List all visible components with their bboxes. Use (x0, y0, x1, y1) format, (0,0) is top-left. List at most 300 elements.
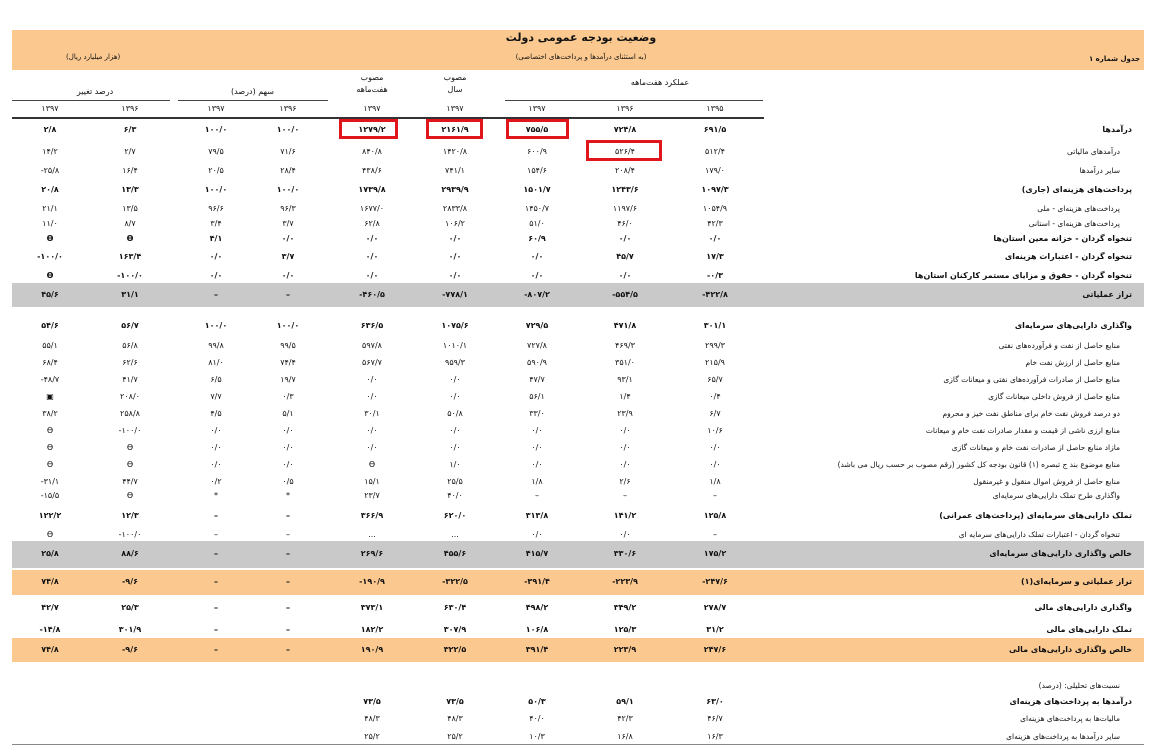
table-cell: -۱۴/۸ (39, 625, 61, 634)
highlight-box (506, 119, 569, 139)
group-share-rule (178, 100, 328, 101)
table-cell: ۷۴/۸ (41, 577, 59, 586)
table-cell: ۲۰۸/۰ (120, 392, 140, 401)
table-cell: -۹/۶ (121, 645, 138, 654)
table-cell: ۴/۵ (210, 409, 222, 418)
table-cell: ۳۳۰/۶ (613, 549, 637, 558)
table-cell: ۱۵۴/۶ (527, 166, 547, 175)
table-row (12, 147, 1144, 162)
table-cell: ۷۲۹/۵ (525, 321, 549, 330)
table-cell: ۰/۰ (366, 392, 378, 401)
table-cell: -۴۸/۷ (40, 375, 60, 384)
row-label: منابع حاصل از فروش داخلی میعانات گازی (988, 392, 1120, 401)
table-row (12, 283, 1144, 307)
table-cell: ۲۹۳۹/۹ (441, 185, 469, 194)
table-cell: ۶۳۰/۴ (443, 603, 467, 612)
table-cell: ۱۰/۶ (707, 426, 723, 435)
year-col-4: ۱۳۹۷ (446, 104, 464, 113)
table-cell: -۲۲۳/۹ (612, 577, 638, 586)
table-cell: ۷۵۵/۵ (525, 125, 549, 134)
table-cell: ۳۵۱/۰ (615, 358, 635, 367)
group-approved-year-text: مصوب سال (443, 73, 467, 94)
table-cell: ۴۱/۷ (122, 375, 138, 384)
table-cell: ۲۸۳۳/۸ (442, 204, 468, 213)
row-label: سایر درآمدها به پرداخت‌های هزینه‌ای (1006, 732, 1120, 741)
table-cell: -۱۰۰/۰ (118, 426, 142, 435)
table-cell: ۰/۴ (709, 392, 721, 401)
table-row (12, 185, 1144, 200)
table-cell: -۲۵/۸ (40, 166, 60, 175)
table-cell: ۶۲/۶ (122, 358, 138, 367)
table-cell: ۱۲۲/۲ (38, 511, 62, 520)
table-row (12, 219, 1144, 234)
row-label: مازاد منابع حاصل از صادرات نفت خام و میعانات گازی (951, 443, 1120, 452)
table-cell: – (286, 577, 290, 586)
table-cell: ۱۴۱/۲ (613, 511, 637, 520)
table-cell: ۰/۰ (708, 234, 722, 243)
table-cell: ۱۶/۴ (122, 166, 138, 175)
table-cell: ۰/۳ (282, 392, 294, 401)
table-cell: ۵۴/۶ (41, 321, 59, 330)
table-cell: ۳۰۱/۹ (118, 625, 142, 634)
page-title: وضعیت بودجه عمومی دولت (505, 31, 657, 44)
table-cell: -۴۶۰/۵ (359, 290, 385, 299)
table-cell: ۳۱/۱ (121, 290, 139, 299)
table-cell: ۳۱/۲ (706, 625, 724, 634)
table-cell: ۴۵۵/۶ (443, 549, 467, 558)
table-cell: ۶۰/۹ (528, 234, 546, 243)
table-cell: ۵۵/۱ (42, 341, 58, 350)
row-label: دو درصد فروش نفت خام برای مناطق نفت خیز و محروم (942, 409, 1120, 418)
table-cell: ۶۰۰/۹ (527, 147, 547, 156)
table-cell: ۱۹/۷ (280, 375, 296, 384)
table-cell: ۳۶۶/۹ (360, 511, 384, 520)
table-row (12, 125, 1144, 140)
table-cell: ۴۷۱/۸ (613, 321, 637, 330)
table-cell: ۱۰۹۷/۳ (701, 185, 729, 194)
table-cell: – (713, 530, 717, 539)
table-row (12, 460, 1144, 475)
table-cell: ۱۵۰۱/۷ (523, 185, 551, 194)
row-label: منابع حاصل از صادرات فرآورده‌های نفتی و میعانات گازی (943, 375, 1120, 384)
table-cell: ۵۶۷/۷ (362, 358, 382, 367)
table-cell: ۱۲۵/۳ (613, 625, 637, 634)
table-cell: ۸۱/۰ (208, 358, 224, 367)
row-label: منابع ارزی ناشی از قیمت و مقدار صادرات نفت خام و میعانات (925, 426, 1120, 435)
table-cell: ۰/۰ (210, 443, 222, 452)
table-cell: ϴ (126, 234, 134, 243)
table-cell: ۶۲۰/۰ (443, 511, 467, 520)
table-cell: ۳/۷ (281, 252, 295, 261)
table-cell: ۱۷۵/۲ (703, 549, 727, 558)
table-cell: – (214, 645, 218, 654)
year-col-3: ۱۳۹۷ (528, 104, 546, 113)
table-cell: -۲۴۷/۶ (702, 577, 728, 586)
table-cell: ۷۹/۵ (208, 147, 224, 156)
table-cell: ... (451, 530, 459, 539)
table-cell: ۹۵۹/۳ (445, 358, 465, 367)
row-label: درآمدها (1102, 125, 1132, 134)
table-cell: ۲۵/۲ (364, 732, 380, 741)
row-label: منابع حاصل از ارزش نفت خام (1025, 358, 1120, 367)
year-col-2: ۱۳۹۶ (616, 104, 634, 113)
table-cell: ۱۵/۱ (364, 477, 380, 486)
table-cell: ϴ (46, 460, 54, 469)
table-cell: ۰/۰ (531, 460, 543, 469)
group-approved-7m (342, 72, 402, 96)
table-cell: ۲۴۷/۶ (703, 645, 727, 654)
table-cell: -۴۲۲/۸ (702, 290, 728, 299)
table-cell: ۱۴/۲ (42, 147, 58, 156)
table-cell: ۱۱۹۷/۶ (612, 204, 638, 213)
row-label: منابع حاصل از نفت و فرآورده‌های نفتی (998, 341, 1120, 350)
table-cell: ۵۹۷/۸ (362, 341, 382, 350)
table-cell: ۱۲۴۳/۶ (611, 185, 639, 194)
table-cell: ۱۸۲/۲ (360, 625, 384, 634)
table-cell: ۱۶۳/۴ (118, 252, 142, 261)
table-cell: ۱۶/۸ (617, 732, 633, 741)
table-cell: ۲۶۹/۶ (360, 549, 384, 558)
table-cell: ۱/۰ (449, 460, 461, 469)
table-cell: ۵۶/۸ (122, 341, 138, 350)
table-cell: ϴ (46, 271, 54, 280)
table-cell: ۰/۰ (531, 443, 543, 452)
table-cell: ۴۴/۷ (122, 477, 138, 486)
table-cell: ۸۸/۶ (121, 549, 139, 558)
table-cell: ۱۰/۳ (529, 732, 545, 741)
table-cell: – (214, 290, 218, 299)
table-cell: ۰/۰ (448, 252, 462, 261)
table-cell: ۱/۴ (619, 392, 631, 401)
table-cell: ۱۰۰/۰ (204, 321, 228, 330)
row-label: نسبت‌های تحلیلی: (درصد) (1038, 681, 1120, 690)
table-cell: – (214, 577, 218, 586)
table-cell: ۰/۵ (282, 477, 294, 486)
table-cell: ۰/۰ (448, 234, 462, 243)
table-cell: ϴ (46, 443, 54, 452)
table-cell: ۴۳۸/۶ (362, 166, 382, 175)
table-cell: ۸۴۰/۸ (362, 147, 382, 156)
table-cell: ۲۱۵/۹ (705, 358, 725, 367)
table-row (12, 443, 1144, 458)
table-cell: ۵۶/۷ (121, 321, 139, 330)
table-cell: ۱/۸ (709, 477, 721, 486)
table-cell: ۱۲/۳ (121, 511, 139, 520)
table-cell: -۱۰۰/۰ (37, 252, 63, 261)
table-cell: -۰/۳ (706, 271, 723, 280)
table-row (12, 570, 1144, 595)
table-row (12, 697, 1144, 712)
table-row (12, 477, 1144, 492)
table-cell: ۲/۷ (124, 147, 136, 156)
table-cell: ۱۰۶/۲ (445, 219, 465, 228)
table-cell: -۳۹۱/۴ (524, 577, 550, 586)
table-cell: ۲۵/۲ (447, 732, 463, 741)
table-cell: ۰/۰ (618, 271, 632, 280)
table-cell: ۴۸/۳ (364, 714, 380, 723)
table-cell: ϴ (126, 491, 134, 500)
row-label: تنخواه گردان - خزانه معین استان‌ها (993, 234, 1132, 243)
table-row (12, 491, 1144, 506)
table-cell: ۰/۰ (619, 530, 631, 539)
table-cell: ۰/۰ (210, 460, 222, 469)
table-cell: ۸/۷ (124, 219, 136, 228)
table-cell: ۳۱۳/۸ (525, 511, 549, 520)
table-cell: ۳/۴ (210, 219, 222, 228)
row-label: مالیات‌ها به پرداخت‌های هزینه‌ای (1020, 714, 1120, 723)
unit-label: (هزار میلیارد ریال) (66, 53, 121, 61)
table-cell: ۰/۲ (210, 477, 222, 486)
table-cell: ۱۰۰/۰ (276, 321, 300, 330)
table-cell: – (214, 511, 218, 520)
table-cell: ۳/۷ (282, 219, 294, 228)
table-cell: ۰/۰ (281, 271, 295, 280)
table-cell: ۱۳/۵ (122, 204, 138, 213)
table-cell: ۲/۶ (619, 477, 631, 486)
table-cell: ۰/۰ (365, 252, 379, 261)
table-cell: ۷۲۴/۸ (613, 125, 637, 134)
table-cell: -۷۷۸/۱ (442, 290, 468, 299)
table-cell: ۲۱/۱ (42, 204, 58, 213)
table-cell: ۶/۷ (709, 409, 721, 418)
table-cell: ۵۹۰/۹ (527, 358, 547, 367)
table-cell: – (623, 491, 627, 500)
table-cell: ۰/۰ (709, 443, 721, 452)
table-cell: ۰/۰ (209, 271, 223, 280)
year-col-9: ۱۳۹۷ (41, 104, 59, 113)
group-change-rule (12, 100, 170, 101)
table-cell: – (286, 511, 290, 520)
table-cell: ۰/۰ (619, 426, 631, 435)
table-cell: ۰/۰ (619, 443, 631, 452)
table-cell: ۷۴/۴ (280, 358, 296, 367)
table-cell: -۱۰۰/۰ (117, 271, 143, 280)
table-cell: ۰/۰ (282, 426, 294, 435)
table-cell: ۲۰۸/۴ (615, 166, 635, 175)
table-cell: ۰/۰ (366, 375, 378, 384)
row-label: خالص واگذاری دارایی‌های سرمایه‌ای (989, 549, 1132, 558)
row-label: واگذاری دارایی‌های مالی (1034, 603, 1132, 612)
table-row (12, 204, 1144, 219)
table-cell: -۸۰۷/۲ (524, 290, 550, 299)
table-cell: ۹۶/۶ (208, 204, 224, 213)
table-number: جدول شماره ۱ (1088, 55, 1140, 63)
table-cell: -۳۲۲/۵ (442, 577, 468, 586)
table-cell: ۰/۰ (282, 460, 294, 469)
table-cell: ۵۲۶/۴ (615, 147, 635, 156)
table-cell: ۳۳/۰ (529, 409, 545, 418)
row-label: درآمدها به پرداخت‌های هزینه‌ای (1009, 697, 1132, 706)
table-cell: -۱۰۰/۰ (118, 530, 142, 539)
table-cell: ۰/۰ (449, 426, 461, 435)
table-cell: ۰/۰ (709, 460, 721, 469)
table-cell: ۲۰/۵ (208, 166, 224, 175)
year-col-5: ۱۳۹۷ (363, 104, 381, 113)
row-label: تنخواه گردان - حقوق و مزایای مستمر کارکنان استان‌ها (914, 271, 1132, 280)
row-label: پرداخت‌های هزینه‌ای - استانی (1028, 219, 1120, 228)
table-row (12, 409, 1144, 424)
table-cell: ۶۳۶/۵ (360, 321, 384, 330)
table-cell: ۷۴/۸ (41, 645, 59, 654)
group-share: سهم (درصد) (231, 87, 274, 96)
table-cell: ۱۱/۰ (42, 219, 58, 228)
row-label: تملک دارایی‌های مالی (1046, 625, 1132, 634)
row-label: منابع موضوع بند ج تبصره (۱) قانون بودجه کل کشور (رقم مصوب بر حسب ریال می باشد) (837, 460, 1120, 469)
year-col-1: ۱۳۹۵ (706, 104, 724, 113)
table-cell: ۰/۰ (619, 460, 631, 469)
table-row (12, 321, 1144, 336)
table-cell: ۴۵/۷ (616, 252, 634, 261)
year-col-8: ۱۳۹۶ (121, 104, 139, 113)
row-label: تراز عملیاتی و سرمایه‌ای(۱) (1020, 577, 1132, 586)
table-cell: ۰/۰ (531, 426, 543, 435)
table-cell: ۴۶۹/۳ (615, 341, 635, 350)
table-cell: ۲۸/۴ (280, 166, 296, 175)
table-cell: ۱۰۷۵/۶ (441, 321, 469, 330)
table-cell: ۲۵/۵ (447, 477, 463, 486)
table-cell: ۵۹/۱ (616, 697, 634, 706)
table-cell: ۱۶/۳ (707, 732, 723, 741)
table-cell: ۲۰/۸ (41, 185, 59, 194)
table-cell: ۰/۰ (282, 443, 294, 452)
table-cell: ۱۷/۳ (706, 252, 724, 261)
table-cell: ۱۰۶/۸ (525, 625, 549, 634)
table-cell: ۱۴۵۰/۷ (524, 204, 550, 213)
table-cell: ▣ (46, 392, 54, 401)
table-cell: -۹/۶ (121, 577, 138, 586)
table-cell: ۰/۰ (365, 271, 379, 280)
table-cell: ۴۲/۳ (707, 219, 723, 228)
table-cell: ۶۸/۴ (42, 358, 58, 367)
table-cell: ۳۰/۱ (364, 409, 380, 418)
highlight-box (586, 140, 662, 161)
table-cell: – (286, 290, 290, 299)
table-cell: ۴۷/۷ (529, 375, 545, 384)
group-change: درصد تغییر (76, 87, 114, 96)
table-cell: ۳۰۷/۹ (443, 625, 467, 634)
row-label: واگذاری دارایی‌های سرمایه‌ای (1014, 321, 1132, 330)
table-cell: ۱۰۵۴/۹ (702, 204, 728, 213)
table-row (12, 541, 1144, 568)
table-cell: ۴۲/۷ (41, 603, 59, 612)
table-cell: ... (368, 530, 376, 539)
table-row (12, 392, 1144, 407)
table-cell: ۹۶/۳ (280, 204, 296, 213)
table-row (12, 252, 1144, 267)
table-cell: ۵۰/۳ (528, 697, 546, 706)
table-cell: – (214, 549, 218, 558)
year-col-7: ۱۳۹۷ (207, 104, 225, 113)
table-cell: ۲۵۸/۸ (120, 409, 140, 418)
table-cell: ۶۵/۷ (707, 375, 723, 384)
table-cell: ۱۷۹/۰ (705, 166, 725, 175)
table-cell: ϴ (126, 443, 134, 452)
table-cell: ۳۰۱/۱ (703, 321, 727, 330)
table-cell: ۵۶/۱ (529, 392, 545, 401)
table-cell: ۰/۰ (531, 530, 543, 539)
table-cell: ۱/۸ (531, 477, 543, 486)
table-row (12, 358, 1144, 373)
table-cell: ۱۶۷۷/۰ (359, 204, 385, 213)
page-subtitle: (به استثنای درآمدها و پرداخت‌های اختصاصی) (515, 53, 647, 61)
row-label: تراز عملیاتی (1082, 290, 1132, 299)
table-cell: ۴۰/۰ (529, 714, 545, 723)
table-cell: ۷۱/۶ (280, 147, 296, 156)
table-cell: ۳۲۲/۵ (443, 645, 467, 654)
row-label: تنخواه گردان - اعتبارات تملک دارایی‌های سرمایه ای (958, 530, 1120, 539)
table-cell: ۱۰۰/۰ (204, 125, 228, 134)
table-cell: -۱۹۰/۹ (359, 577, 385, 586)
table-row (12, 426, 1144, 441)
table-cell: ۴۵/۶ (41, 290, 59, 299)
table-cell: ۴۱۵/۷ (525, 549, 549, 558)
table-cell: ۰/۰ (530, 252, 544, 261)
table-cell: ۰/۰ (210, 426, 222, 435)
row-label: درآمدهای مالیاتی (1067, 147, 1120, 156)
table-cell: ۲۳/۹ (617, 409, 633, 418)
table-cell: ϴ (46, 530, 54, 539)
table-cell: ۳۷۳/۱ (360, 603, 384, 612)
row-label: پرداخت‌های هزینه‌ای - ملی (1037, 204, 1120, 213)
table-cell: -۱۵/۵ (40, 491, 60, 500)
table-row (12, 603, 1144, 618)
table-cell: ۲/۸ (43, 125, 57, 134)
table-cell: ۵۱/۰ (529, 219, 545, 228)
table-cell: ۹۹/۸ (208, 341, 224, 350)
group-approved-7m-text: مصوب هفت‌ماهه (356, 73, 388, 94)
table-cell: ۲۱۶۱/۹ (441, 125, 469, 134)
row-label: پرداخت‌های هزینه‌ای (جاری) (1021, 185, 1132, 194)
table-cell: ϴ (46, 234, 54, 243)
table-cell: ۶۹۱/۵ (703, 125, 727, 134)
table-cell: ۲۵/۸ (41, 549, 59, 558)
row-label: واگذاری طرح تملک دارایی‌های سرمایه‌ای (992, 491, 1120, 500)
table-cell: ϴ (368, 460, 376, 469)
page-bottom-rule (12, 744, 1144, 745)
table-cell: ۳۴۹/۲ (613, 603, 637, 612)
table-cell: ϴ (46, 426, 54, 435)
table-row (12, 681, 1144, 696)
table-cell: ۴/۱ (209, 234, 223, 243)
table-cell: ۱۰۰/۰ (276, 185, 300, 194)
table-cell: – (286, 603, 290, 612)
table-cell: * (286, 491, 290, 500)
table-cell: ۰/۰ (366, 443, 378, 452)
table-cell: ۰/۰ (366, 426, 378, 435)
table-cell: ۹۳/۱ (617, 375, 633, 384)
table-cell: ۳۸/۲ (42, 409, 58, 418)
table-row (12, 234, 1144, 249)
table-cell: * (214, 491, 218, 500)
table-cell: ۴۲/۳ (617, 714, 633, 723)
table-cell: ۷۴۱/۱ (445, 166, 465, 175)
table-cell: – (535, 491, 539, 500)
table-cell: ۶/۳ (123, 125, 137, 134)
row-label: سایر درآمدها (1079, 166, 1120, 175)
table-cell: ۰/۰ (449, 375, 461, 384)
table-cell: ۱۰۱۰/۱ (442, 341, 468, 350)
table-cell: – (286, 549, 290, 558)
table-cell: ۱۷۳۹/۸ (358, 185, 386, 194)
table-row (12, 511, 1144, 526)
table-cell: – (713, 491, 717, 500)
table-cell: ۰/۰ (448, 271, 462, 280)
highlight-box (426, 119, 483, 139)
row-label: خالص واگذاری دارایی‌های مالی (1009, 645, 1132, 654)
highlight-box (339, 119, 398, 139)
table-cell: ۱۰۰/۰ (276, 125, 300, 134)
table-cell: ۵۱۲/۴ (705, 147, 725, 156)
